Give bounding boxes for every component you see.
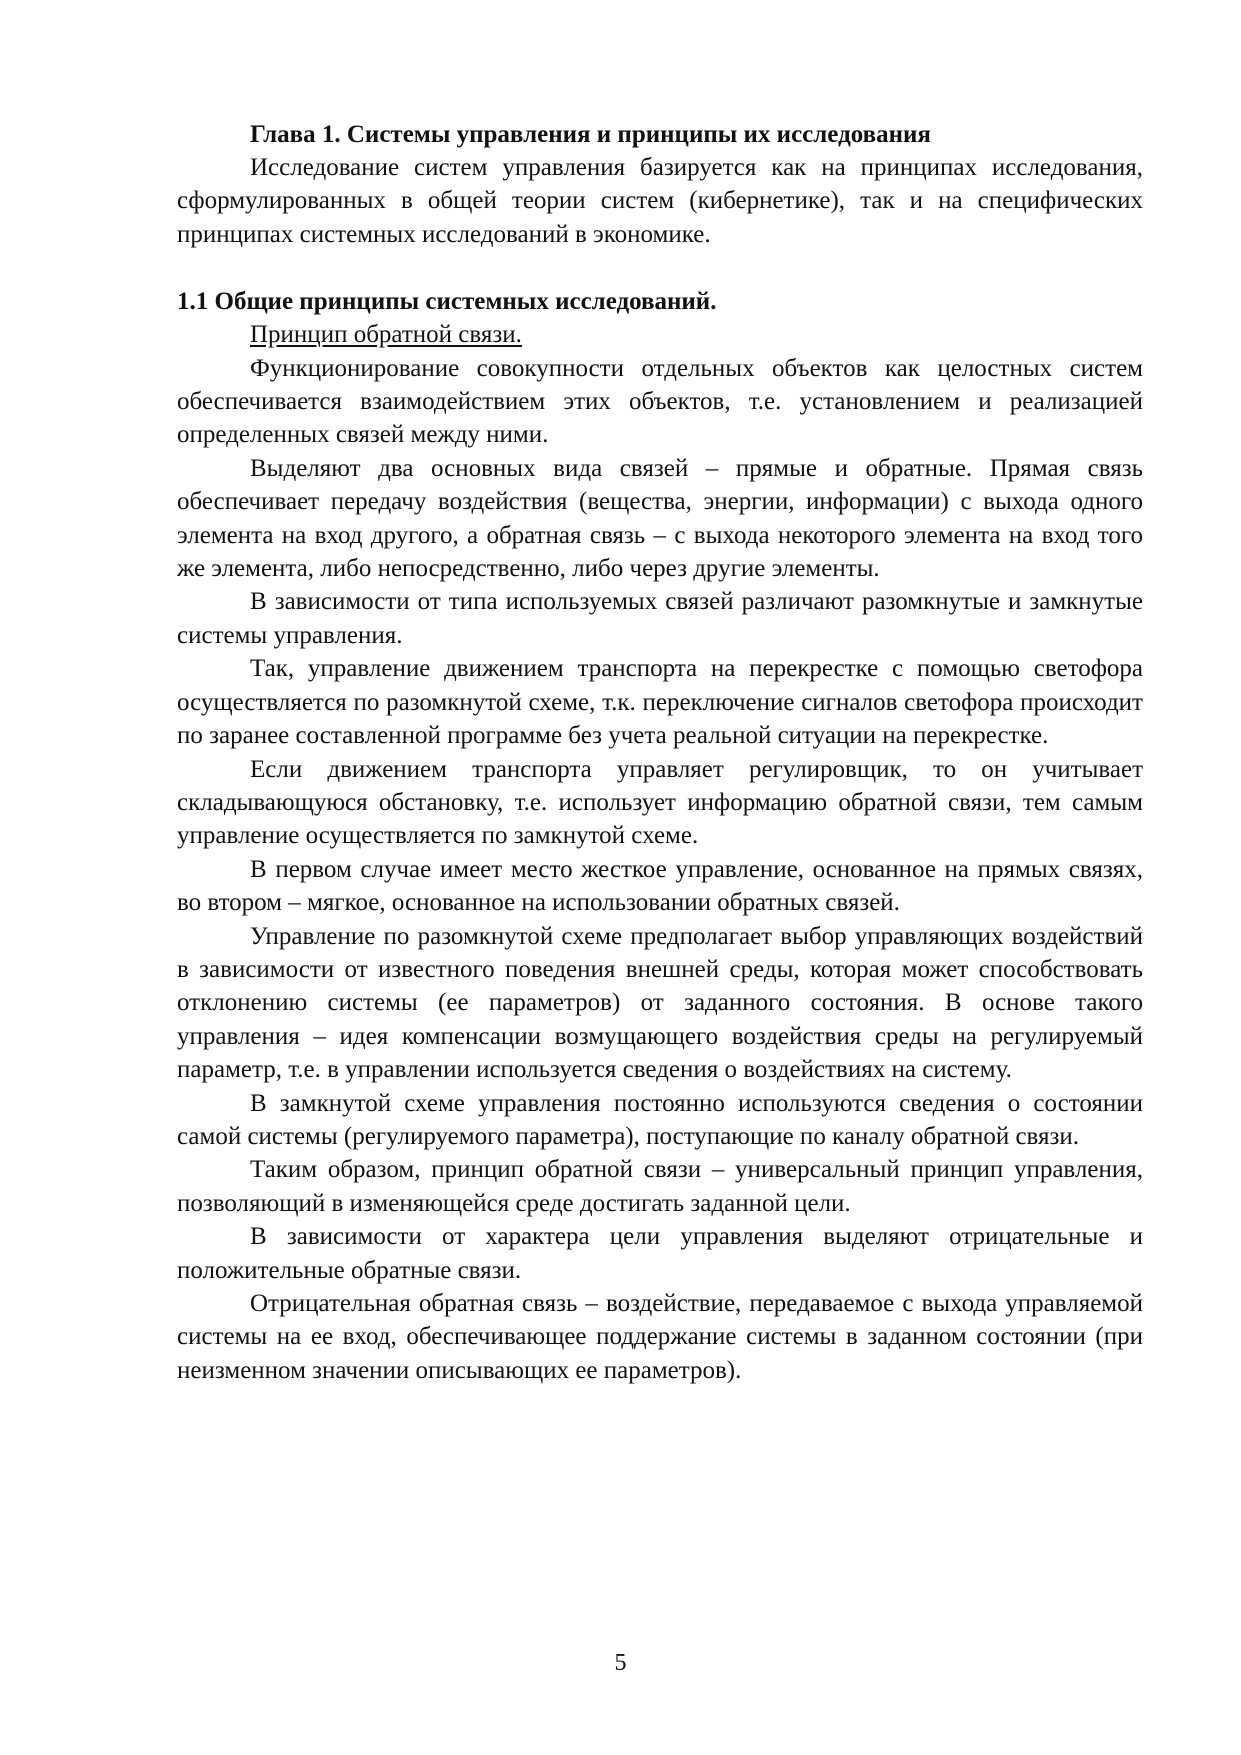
paragraph: Таким образом, принцип обратной связи – универсальный принцип управления, позволяющий в изменяющейся среде достигать заданной цели.: [177, 1156, 1143, 1217]
paragraph: Функционирование совокупности отдельных объектов как целостных систем обеспечивается взаимодействием этих объектов, т.е. установлением и реализацией определенных связей между ними.: [177, 354, 1143, 449]
paragraph: Управление по разомкнутой схеме предполагает выбор управляющих воздействий в зависимости от известного поведения внешней среды, которая может способствовать отклонению системы (ее параметров) от заданного состояния. В основе такого управления – идея компенсации возмущающего воздействия среды на регулируемый параметр, т.е. в управлении используется сведения о воздействиях на систему.: [177, 922, 1143, 1084]
paragraph: В зависимости от характера цели управления выделяют отрицательные и положительные обратные связи.: [177, 1223, 1143, 1284]
document-page: [177, 118, 1143, 1387]
paragraph: В зависимости от типа используемых связей различают разомкнутые и замкнутые системы управления.: [177, 588, 1143, 649]
paragraph: Выделяют два основных вида связей – прямые и обратные. Прямая связь обеспечивает передачу воздействия (вещества, энергии, информации) с выхода одного элемента на вход другого, а обратная связь – с выхода некоторого элемента на вход того же элемента, либо непосредственно, либо через другие элементы.: [177, 454, 1143, 583]
section-title: 1.1 Общие принципы системных исследований.: [177, 288, 717, 316]
paragraph: В первом случае имеет место жесткое управление, основанное на прямых связях, во втором – мягкое, основанное на использовании обратных связей.: [177, 855, 1143, 917]
page-number: 5: [614, 1650, 627, 1676]
paragraph: Если движением транспорта управляет регулировщик, то он учитывает складывающуюся обстановку, т.е. использует информацию обратной связи, тем самым управление осуществляется по замкнутой схеме.: [177, 755, 1143, 850]
paragraph: В замкнутой схеме управления постоянно используются сведения о состоянии самой системы (регулируемого параметра), поступающие по каналу обратной связи.: [177, 1089, 1143, 1150]
intro-paragraph: Исследование систем управления базируется как на принципах исследования, сформулированных в общей теории систем (кибернетике), так и на специфических принципах системных исследований в экономике.: [177, 154, 1143, 248]
paragraph: Отрицательная обратная связь – воздействие, передаваемое с выхода управляемой системы на ее вход, обеспечивающее поддержание системы в заданном состоянии (при неизменном значении описывающих ее параметров).: [177, 1290, 1143, 1384]
subheading: Принцип обратной связи.: [250, 321, 522, 349]
paragraph: Так, управление движением транспорта на перекрестке с помощью светофора осуществляется по разомкнутой схеме, т.к. переключение сигналов светофора происходит по заранее составленной программе без учета реальной ситуации на перекрестке.: [177, 655, 1143, 750]
chapter-title: Глава 1. Системы управления и принципы их исследования: [250, 121, 931, 148]
